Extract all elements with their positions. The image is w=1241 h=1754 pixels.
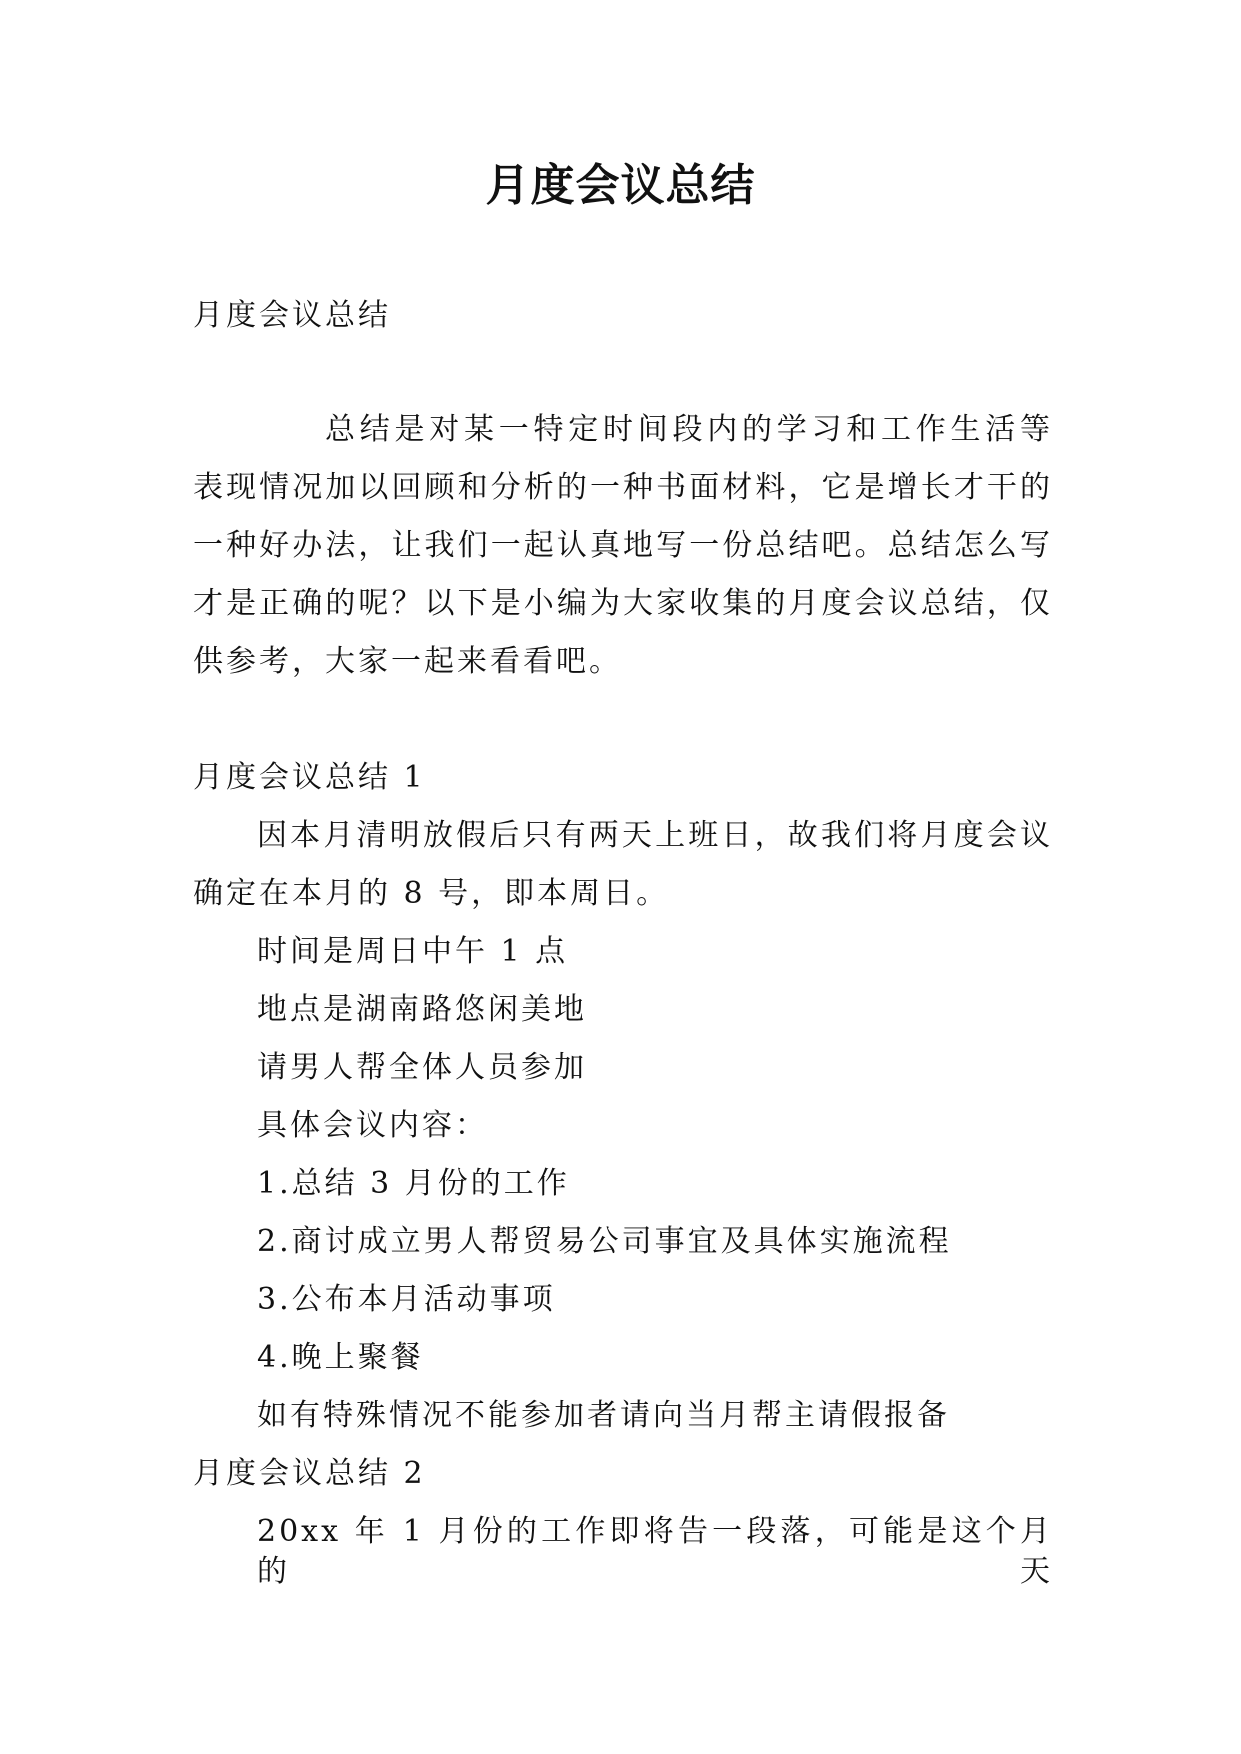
section1-heading: 月度会议总结 1 bbox=[193, 760, 426, 795]
document-title: 月度会议总结 bbox=[485, 160, 756, 211]
intro-line-3: 一种好办法，让我们一起认真地写一份总结吧。总结怎么写 bbox=[193, 528, 1053, 563]
section1-line-6: 具体会议内容： bbox=[257, 1108, 488, 1143]
section2-heading: 月度会议总结 2 bbox=[193, 1456, 426, 1491]
intro-line-1: 总结是对某一特定时间段内的学习和工作生活等 bbox=[325, 412, 1053, 447]
section1-line-11: 如有特殊情况不能参加者请向当月帮主请假报备 bbox=[257, 1398, 950, 1433]
section1-line-1: 因本月清明放假后只有两天上班日，故我们将月度会议 bbox=[257, 818, 1053, 853]
intro-line-5: 供参考，大家一起来看看吧。 bbox=[193, 644, 622, 679]
section2-line-1: 20xx 年 1 月份的工作即将告一段落，可能是这个月的天 bbox=[257, 1514, 1053, 1589]
document-subtitle: 月度会议总结 bbox=[193, 298, 391, 333]
section1-line-2: 确定在本月的 8 号，即本周日。 bbox=[193, 876, 670, 911]
section1-line-8: 2.商讨成立男人帮贸易公司事宜及具体实施流程 bbox=[257, 1224, 952, 1259]
section1-line-4: 地点是湖南路悠闲美地 bbox=[257, 992, 587, 1027]
section1-line-9: 3.公布本月活动事项 bbox=[257, 1282, 556, 1317]
section1-line-3: 时间是周日中午 1 点 bbox=[257, 934, 569, 969]
intro-line-4: 才是正确的呢？以下是小编为大家收集的月度会议总结，仅 bbox=[193, 586, 1053, 621]
section1-line-7: 1.总结 3 月份的工作 bbox=[257, 1166, 570, 1201]
section1-line-5: 请男人帮全体人员参加 bbox=[257, 1050, 587, 1085]
intro-line-2: 表现情况加以回顾和分析的一种书面材料，它是增长才干的 bbox=[193, 470, 1053, 505]
section1-line-10: 4.晚上聚餐 bbox=[257, 1340, 424, 1375]
